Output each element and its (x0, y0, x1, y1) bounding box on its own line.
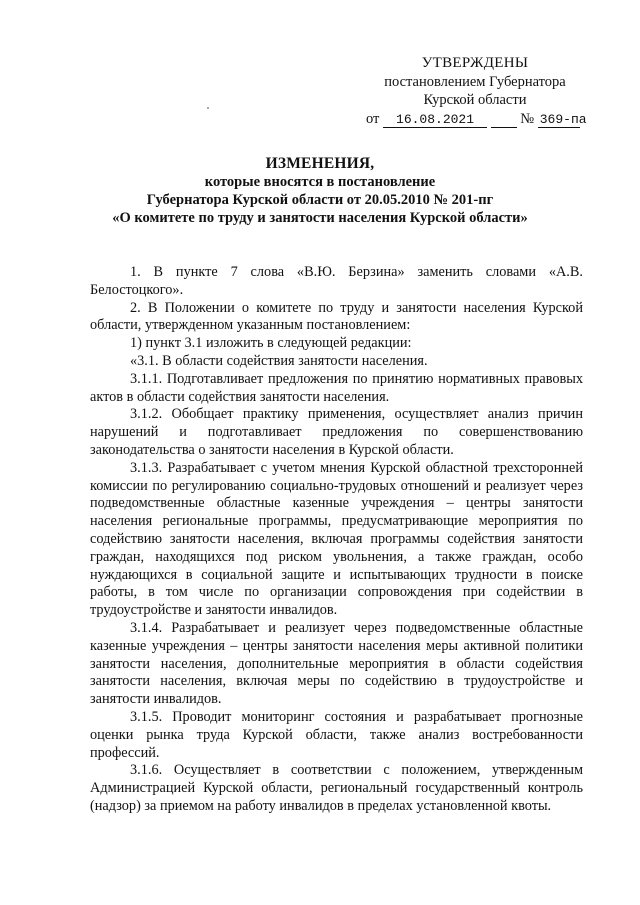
approval-block (360, 54, 590, 128)
number-prefix: № (520, 110, 535, 127)
document-heading (60, 155, 580, 227)
approval-date-line (360, 110, 590, 129)
document-body (90, 264, 583, 816)
heading-line-1: которые вносятся в постановление (204, 174, 436, 190)
heading-title: ИЗМЕНЕНИЯ, (265, 155, 375, 172)
paragraph: «3.1. В области содействия занятости населения. (130, 352, 428, 369)
date-prefix: от (366, 110, 380, 127)
paragraph: 2. В Положении о комитете по труду и занятости населения Курской области, утвержденном указанным постановлением: (90, 299, 583, 334)
scan-dot (207, 107, 209, 109)
date-underline-gap (491, 112, 517, 128)
paragraph: 1. В пункте 7 слова «В.Ю. Берзина» заменить словами «А.В. Белостоцкого». (90, 264, 583, 298)
paragraph: 3.1.2. Обобщает практику применения, осуществляет анализ причин нарушений и подготавливает предложения по совершенствованию законодательства о занятости населения в Курской области. (90, 406, 583, 458)
approval-line-2: Курской области (423, 92, 527, 108)
paragraph: 3.1.5. Проводит мониторинг состояния и разрабатывает прогнозные оценки рынка труда Курской области, также анализ востребованности профессий. (90, 708, 583, 761)
paragraph: 3.1.4. Разрабатывает и реализует через подведомственные областные казенные учреждения – центры занятости населения меры активной политики занятости населения, дополнительные мероприятия в области содействия занятости населения, включая меры по содействию в трудоустройстве и занятости инвалидов. (90, 619, 583, 708)
heading-line-2: Губернатора Курской области от 20.05.2010 № 201-пг (146, 192, 494, 208)
paragraph: 3.1.3. Разрабатывает с учетом мнения Курской областной трехсторонней комиссии по регулированию социально-трудовых отношений и реализует через подведомственные областные казенные учреждения – центры занятости населения региональные программы, предусматривающие мероприятия по содействию занятости населения, включая программы содействия занятости граждан, находящихся под риском увольнения, а также граждан, особо нуждающихся в социальной защите и испытывающих трудности в поиске работы, в том числе по организации сопровождения при содействии в трудоустройстве и занятости инвалидов. (90, 459, 583, 619)
paragraph: 3.1.1. Подготавливает предложения по принятию нормативных правовых актов в области содействия занятости населения. (90, 370, 583, 405)
approval-number: 369-па (539, 111, 587, 127)
heading-line-3: «О комитете по труду и занятости населения Курской области» (112, 210, 528, 226)
paragraph: 3.1.6. Осуществляет в соответствии с положением, утвержденным Администрацией Курской области, региональный государственный контроль (надзор) за приемом на работу инвалидов в пределах установленной квоты. (90, 762, 583, 814)
paragraph: 1) пункт 3.1 изложить в следующей редакции: (130, 335, 412, 352)
approval-line-1: постановлением Губернатора (384, 73, 566, 90)
approval-title: УТВЕРЖДЕНЫ (421, 55, 529, 71)
approval-date: 16.08.2021 (383, 112, 487, 128)
